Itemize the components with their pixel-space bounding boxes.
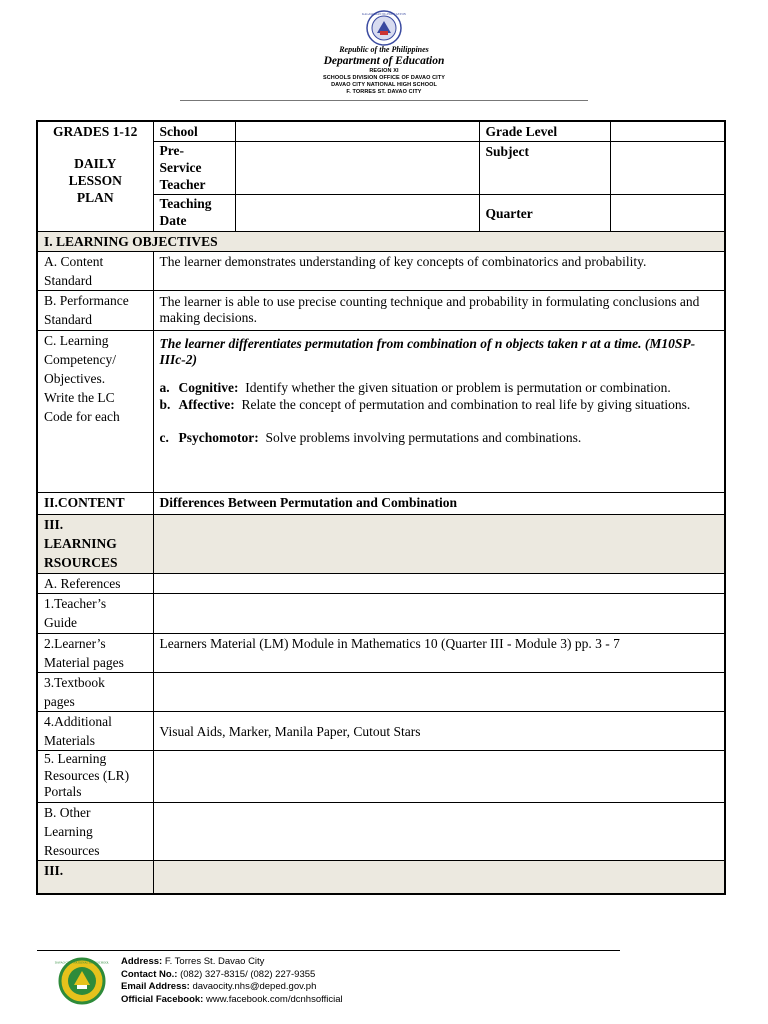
competency-main: The learner differentiates permutation from combination of n objects taken r at a time. (M10SP-IIIc-2): [159, 336, 696, 367]
item-label: Affective:: [178, 397, 235, 412]
school-logo-icon: [54, 957, 110, 1005]
competency-cell: [153, 331, 725, 493]
resources-heading-blank: [153, 515, 725, 574]
label-line: B. Other: [44, 805, 91, 820]
teachers-guide-row: [37, 594, 725, 634]
references-value: [153, 574, 725, 594]
item-label: Psychomotor:: [178, 430, 259, 445]
date-label-line: Date: [159, 213, 187, 228]
label-line: Competency/: [44, 352, 116, 367]
subject-field[interactable]: [610, 142, 725, 195]
school-label: School: [153, 121, 235, 142]
date-field[interactable]: [235, 195, 479, 232]
performance-standard-text: The learner is able to use precise counting technique and probability in formulating conclusions and making decisions.: [153, 291, 725, 331]
heading-line: RSOURCES: [44, 555, 118, 570]
content-label: II.CONTENT: [37, 493, 153, 515]
content-topic: Differences Between Permutation and Combination: [153, 493, 725, 515]
additional-materials-value: Visual Aids, Marker, Manila Paper, Cutout Stars: [153, 712, 725, 751]
dlp-title: [44, 155, 147, 206]
label-line: Learning: [44, 824, 93, 839]
objective-item-psychomotor: [160, 430, 719, 446]
document-header: [0, 0, 768, 104]
dlp-title-line: DAILY: [74, 156, 117, 171]
competency-row: [37, 331, 725, 493]
footer-value: davaocity.nhs@deped.gov.ph: [192, 981, 317, 992]
label-line: Material pages: [44, 655, 124, 670]
heading-line: LEARNING: [44, 536, 117, 551]
additional-materials-row: [37, 712, 725, 751]
label-line: Code for each: [44, 409, 120, 424]
objectives-heading-row: [37, 232, 725, 252]
date-label: [153, 195, 235, 232]
objective-item-cognitive: [160, 380, 719, 396]
quarter-field[interactable]: [610, 195, 725, 232]
item-text: Identify whether the given situation or problem is permutation or combination.: [245, 380, 671, 395]
label-line: 5. Learning: [44, 751, 107, 766]
seal-text: KAGAWARAN NG EDUKASYON: [362, 12, 406, 16]
learners-material-label: [37, 634, 153, 673]
school-row: [37, 121, 725, 142]
procedures-heading-blank: [153, 861, 725, 894]
label-line: Standard: [44, 312, 92, 327]
lr-portal-row: [37, 751, 725, 803]
date-label-line: Teaching: [159, 196, 212, 211]
footer-value: www.facebook.com/dcnhsofficial: [206, 993, 343, 1005]
footer-facebook: [121, 994, 343, 1007]
dlp-title-line: LESSON: [68, 173, 122, 188]
footer-email: [121, 981, 343, 994]
additional-materials-label: [37, 712, 153, 751]
label-line: Guide: [44, 615, 77, 630]
teacher-label-line: Service: [159, 160, 202, 175]
item-letter: c.: [159, 430, 169, 445]
address-line: F. TORRES ST. DAVAO CITY: [346, 89, 422, 95]
footer-address: [121, 956, 343, 969]
item-letter: b.: [159, 397, 171, 412]
footer-label: Contact No.:: [121, 968, 178, 980]
grades-label: GRADES 1-12: [53, 124, 138, 139]
label-line: A. Content: [44, 254, 104, 269]
logo-text: DAVAO CITY NATIONAL HIGH SCHOOL: [54, 960, 110, 965]
footer-value: (082) 327-8315/ (082) 227-9355: [180, 968, 316, 980]
school-line: DAVAO CITY NATIONAL HIGH SCHOOL: [331, 82, 437, 88]
division-line: SCHOOLS DIVISION OFFICE OF DAVAO CITY: [322, 75, 446, 81]
footer-label: Official Facebook:: [121, 993, 204, 1005]
performance-standard-label: [37, 291, 153, 331]
label-line: 2.Learner’s: [44, 636, 106, 651]
content-row: [37, 493, 725, 515]
teachers-guide-value[interactable]: [153, 594, 725, 634]
objective-item-affective: [160, 397, 719, 413]
footer-contact-no: [121, 969, 343, 982]
resources-heading: [37, 515, 153, 574]
grade-level-label: Grade Level: [479, 121, 610, 142]
header-divider: [180, 100, 588, 101]
label-line: Objectives.: [44, 371, 106, 386]
teacher-label-line: Teacher: [159, 177, 206, 192]
content-standard-label: [37, 252, 153, 291]
label-line: C. Learning: [44, 333, 109, 348]
content-standard-text: The learner demonstrates understanding of key concepts of combinatorics and probability.: [153, 252, 725, 291]
dlp-title-line: PLAN: [76, 190, 114, 205]
item-letter: a.: [159, 380, 170, 395]
objective-list: [160, 380, 719, 446]
footer-contact: [121, 956, 343, 1006]
lr-portal-value[interactable]: [153, 751, 725, 803]
label-line: Write the LC: [44, 390, 115, 405]
grades-panel: [37, 121, 153, 232]
teachers-guide-label: [37, 594, 153, 634]
textbook-label: [37, 673, 153, 712]
footer-value: F. Torres St. Davao City: [164, 956, 265, 967]
learners-material-row: [37, 634, 725, 673]
label-line: pages: [44, 694, 75, 709]
procedures-heading-row: [37, 861, 725, 894]
label-line: Resources (LR): [44, 767, 130, 783]
procedures-heading: III.: [37, 861, 153, 894]
resources-heading-row: [37, 515, 725, 574]
subject-label: Subject: [479, 142, 610, 195]
teacher-label-line: Pre-: [159, 143, 184, 158]
school-field[interactable]: [235, 121, 479, 142]
label-line: Resources: [44, 843, 100, 858]
footer-divider: [37, 950, 620, 951]
lr-portal-label: [37, 751, 153, 803]
textbook-value[interactable]: [153, 673, 725, 712]
learners-material-value: Learners Material (LM) Module in Mathematics 10 (Quarter III - Module 3) pp. 3 - 7: [153, 634, 725, 673]
grade-level-field[interactable]: [610, 121, 725, 142]
performance-standard-row: [37, 291, 725, 331]
label-line: B. Performance: [44, 293, 129, 308]
other-resources-row: [37, 803, 725, 861]
department-name: Department of Education: [323, 55, 445, 67]
references-row: [37, 574, 725, 594]
teacher-field[interactable]: [235, 142, 479, 195]
label-line: 4.Additional: [44, 714, 112, 729]
label-line: Standard: [44, 273, 92, 288]
item-label: Cognitive:: [178, 380, 239, 395]
item-text: Solve problems involving permutations and combinations.: [265, 430, 582, 445]
region-line: REGION XI: [369, 68, 399, 74]
republic-line: Republic of the Philippines: [339, 45, 429, 54]
footer-label: Address:: [121, 956, 163, 967]
footer-label: Email Address:: [121, 981, 190, 992]
quarter-label: Quarter: [479, 195, 610, 232]
lesson-plan-table: [36, 120, 726, 895]
deped-seal-icon: [358, 9, 410, 47]
competency-label: [37, 331, 153, 493]
label-line: Portals: [44, 784, 82, 799]
heading-line: III.: [44, 517, 64, 532]
item-text: Relate the concept of permutation and combination to real life by giving situations.: [241, 397, 691, 412]
references-label: A. References: [37, 574, 153, 594]
textbook-row: [37, 673, 725, 712]
other-resources-value[interactable]: [153, 803, 725, 861]
other-resources-label: [37, 803, 153, 861]
label-line: 3.Textbook: [44, 675, 105, 690]
label-line: 1.Teacher’s: [44, 596, 107, 611]
objectives-heading: I. LEARNING OBJECTIVES: [37, 232, 725, 252]
teacher-label: [153, 142, 235, 195]
content-standard-row: [37, 252, 725, 291]
label-line: Materials: [44, 733, 95, 748]
